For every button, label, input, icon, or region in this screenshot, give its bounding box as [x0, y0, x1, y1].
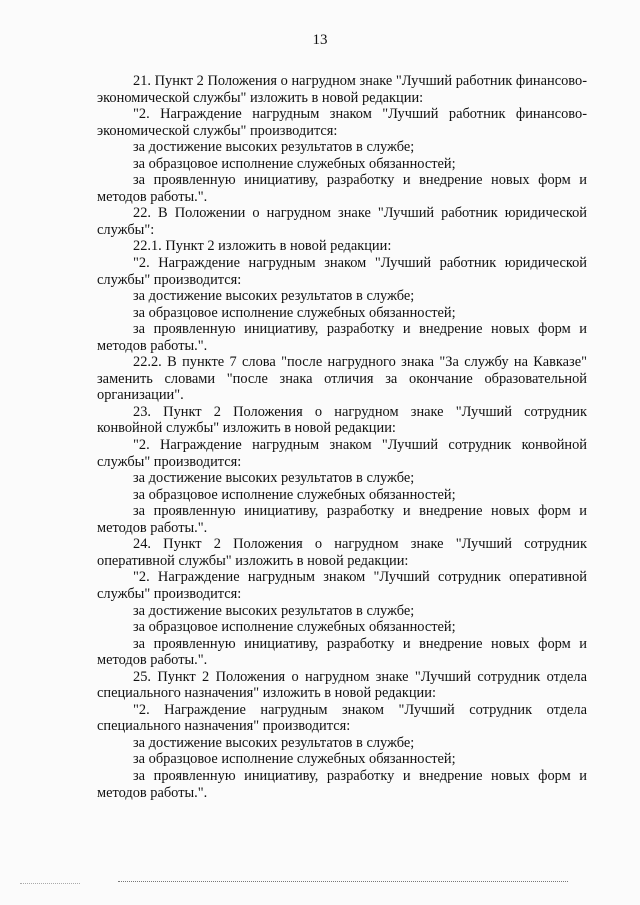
- list-item: за образцовое исполнение служебных обязанностей;: [133, 751, 456, 768]
- list-item: за достижение высоких результатов в службе;: [133, 602, 415, 619]
- paragraph: 25. Пункт 2 Положения о нагрудном знаке "Лучший сотрудник отдела специального назначения" изложить в новой редакции:: [97, 668, 587, 702]
- page-number: 13: [312, 32, 328, 48]
- paragraph: "2. Награждение нагрудным знаком "Лучший сотрудник оперативной службы" производится:: [97, 569, 587, 602]
- paragraph: 22.1. Пункт 2 изложить в новой редакции:: [133, 238, 392, 255]
- list-item: за достижение высоких результатов в службе;: [133, 470, 415, 487]
- scan-artifact-line: [20, 883, 80, 884]
- list-item: за достижение высоких результатов в службе;: [133, 139, 415, 156]
- list-item: за образцовое исполнение служебных обязанностей;: [133, 304, 456, 321]
- list-item: за достижение высоких результатов в службе;: [133, 288, 415, 305]
- paragraph: "2. Награждение нагрудным знаком "Лучший сотрудник конвойной службы" производится:: [97, 437, 587, 470]
- scan-artifact-line: [118, 881, 568, 882]
- paragraph: "2. Награждение нагрудным знаком "Лучший сотрудник отдела специального назначения" производится:: [97, 701, 587, 735]
- paragraph: 22. В Положении о нагрудном знаке "Лучший работник юридической службы":: [97, 205, 587, 238]
- paragraph: "2. Награждение нагрудным знаком "Лучший работник финансово-экономической службы" производится:: [97, 106, 587, 139]
- document-body: [97, 73, 587, 801]
- paragraph: 23. Пункт 2 Положения о нагрудном знаке "Лучший сотрудник конвойной службы" изложить в новой редакции:: [97, 403, 587, 437]
- list-item: за проявленную инициативу, разработку и внедрение новых форм и методов работы.".: [97, 635, 587, 669]
- list-item: за проявленную инициативу, разработку и внедрение новых форм и методов работы.".: [97, 321, 587, 354]
- list-item: за проявленную инициативу, разработку и внедрение новых форм и методов работы.".: [97, 503, 587, 536]
- list-item: за образцовое исполнение служебных обязанностей;: [133, 619, 456, 636]
- paragraph: 22.2. В пункте 7 слова "после нагрудного знака "За службу на Кавказе" заменить словами "после знака отличия за окончание образовательной организации".: [97, 354, 587, 404]
- list-item: за образцовое исполнение служебных обязанностей;: [133, 486, 456, 503]
- list-item: за достижение высоких результатов в службе;: [133, 734, 415, 751]
- list-item: за проявленную инициативу, разработку и внедрение новых форм и методов работы.".: [97, 172, 587, 205]
- paragraph: "2. Награждение нагрудным знаком "Лучший работник юридической службы" производится:: [97, 255, 587, 288]
- list-item: за проявленную инициативу, разработку и внедрение новых форм и методов работы.".: [97, 767, 587, 801]
- paragraph: 24. Пункт 2 Положения о нагрудном знаке "Лучший сотрудник оперативной службы" изложить в новой редакции:: [97, 536, 587, 569]
- paragraph: 21. Пункт 2 Положения о нагрудном знаке "Лучший работник финансово-экономической службы" изложить в новой редакции:: [97, 73, 587, 106]
- list-item: за образцовое исполнение служебных обязанностей;: [133, 155, 456, 172]
